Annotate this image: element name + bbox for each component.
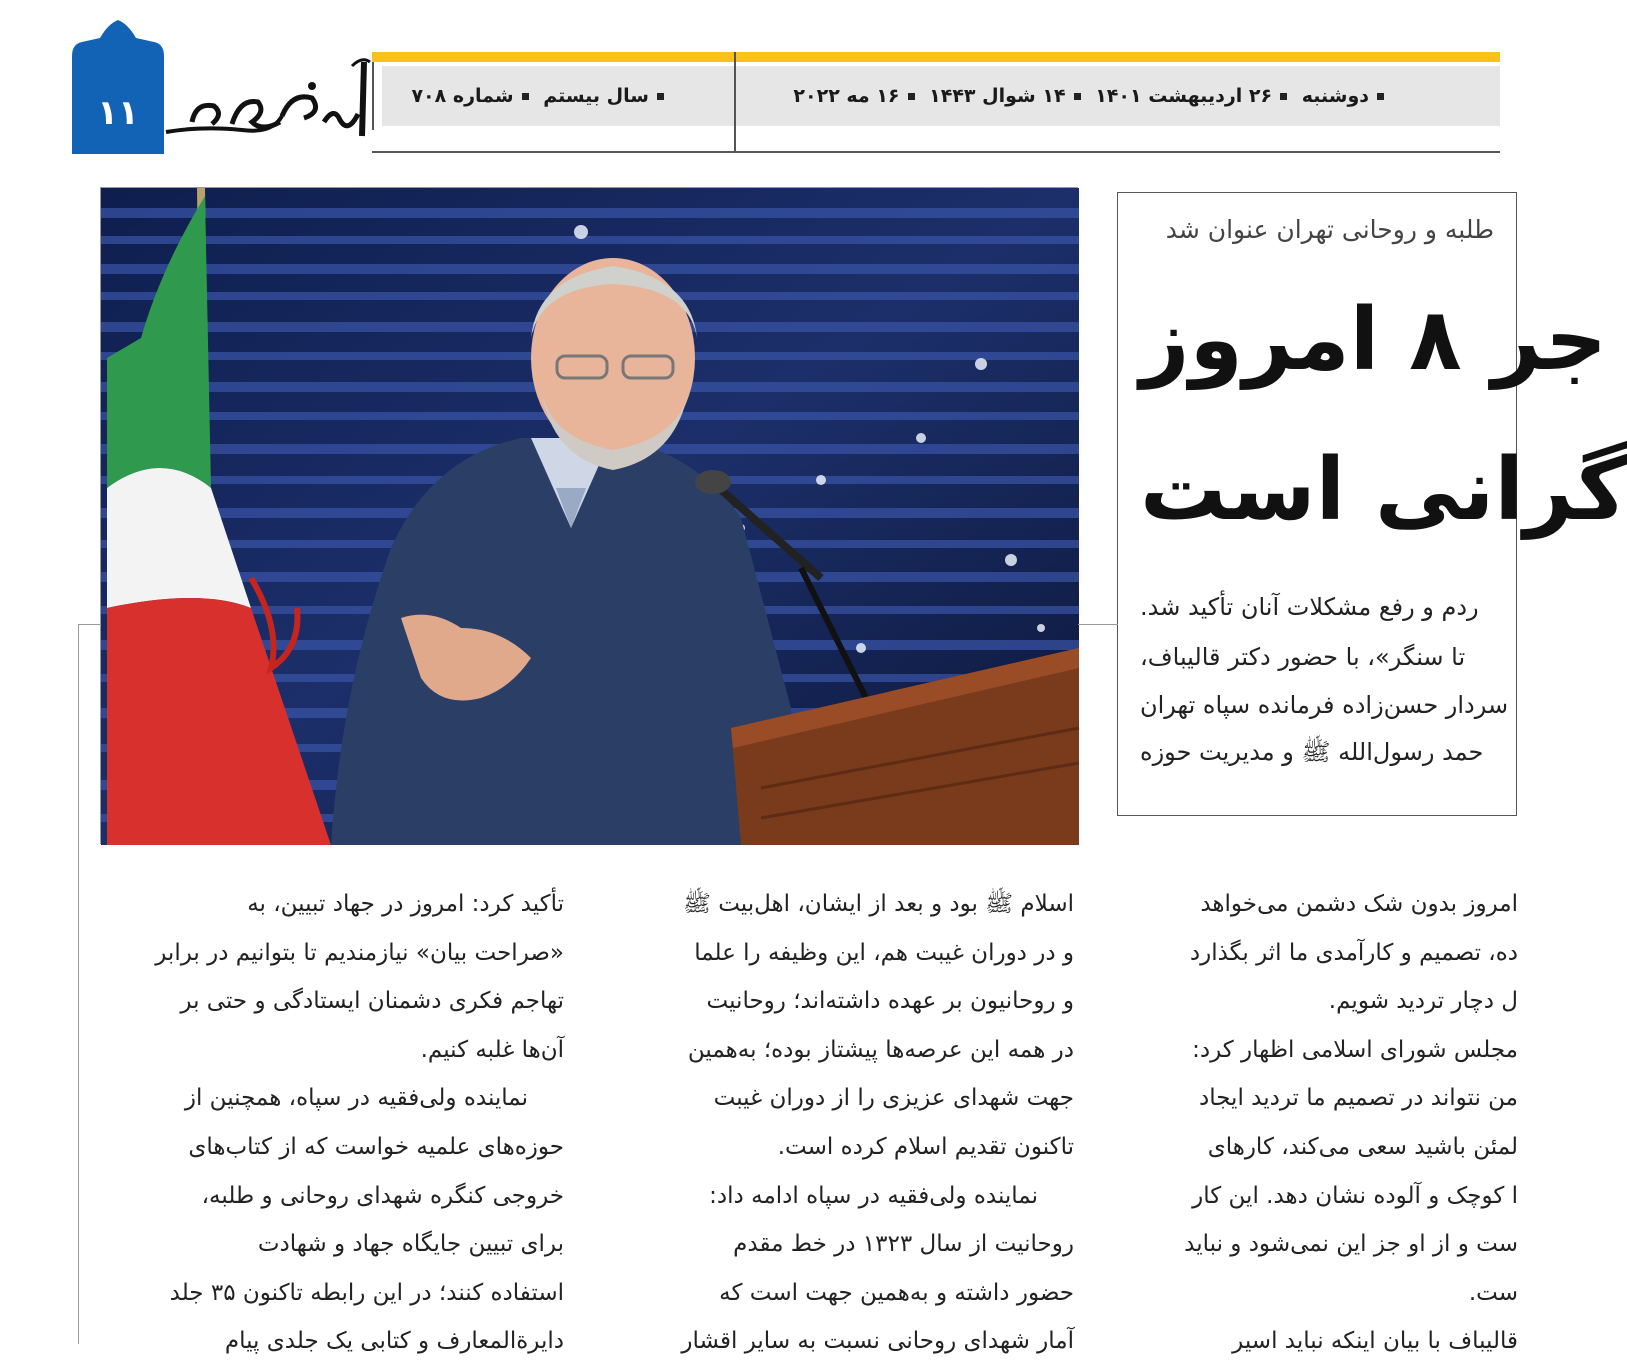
date-gregorian: ۱۶ مه ۲۰۲۲ xyxy=(793,85,900,107)
headline-lead-line: ردم و رفع مشکلات آنان تأکید شد. xyxy=(1140,593,1479,621)
article-line: خروجی کنگره شهدای روحانی و طلبه، xyxy=(201,1182,564,1209)
article-line: حوزه‌های علمیه خواست که از کتاب‌های xyxy=(188,1133,564,1160)
article-line: آن‌ها غلبه کنیم. xyxy=(420,1036,564,1063)
article-column-left xyxy=(100,880,564,1366)
header-bottom-rule xyxy=(372,151,1500,153)
article-line: استفاده کنند؛ در این رابطه تاکنون ۳۵ جلد xyxy=(169,1279,564,1306)
article-line: نماینده ولی‌فقیه در سپاه ادامه داد: xyxy=(709,1182,1038,1209)
header-accent-bar xyxy=(372,52,1500,62)
header-divider xyxy=(734,52,736,152)
article-line: در همه این عرصه‌ها پیشتاز بوده؛ به‌همین xyxy=(687,1036,1074,1063)
article-column-middle xyxy=(612,880,1074,1366)
article-line: و در دوران غیبت هم، این وظیفه را علما xyxy=(694,939,1074,966)
lead-photo xyxy=(100,187,1078,844)
article-line: ده، تصمیم و کارآمدی ما اثر بگذارد xyxy=(1189,939,1518,966)
headline-title-line1: جر ۸ امروز xyxy=(1140,290,1608,390)
article-line: جهت شهدای عزیزی را از دوران غیبت xyxy=(713,1085,1074,1112)
article-line: آمار شهدای روحانی نسبت به سایر اقشار xyxy=(681,1328,1074,1355)
issue-number: شماره ۷۰۸ xyxy=(411,85,514,107)
issue-number-info xyxy=(411,78,672,114)
headline-kicker: طلبه و روحانی تهران عنوان شد xyxy=(1165,215,1494,244)
issue-year: سال بیستم xyxy=(543,85,649,107)
issue-date xyxy=(793,78,1392,114)
headline-title-line2: گرانی است xyxy=(1140,440,1627,540)
article-line: من نتواند در تصمیم ما تردید ایجاد xyxy=(1198,1085,1518,1112)
headline-lead-line: سردار حسن‌زاده فرمانده سپاه تهران xyxy=(1140,691,1509,719)
article-line: تاکنون تقدیم اسلام کرده است. xyxy=(777,1133,1074,1160)
article-column-right xyxy=(1118,880,1518,1366)
article-line: ا کوچک و آلوده نشان دهد. این کار xyxy=(1192,1182,1518,1209)
headline-lead-line: حمد رسول‌الله ﷺ و مدیریت حوزه xyxy=(1140,738,1484,766)
article-line: مجلس شورای اسلامی اظهار کرد: xyxy=(1192,1036,1518,1063)
article-line: «صراحت بیان» نیازمندیم تا بتوانیم در برابر xyxy=(155,939,564,966)
article-line: تهاجم فکری دشمنان ایستادگی و حتی بر xyxy=(180,988,564,1015)
logo-text: افق حوزه xyxy=(264,148,270,149)
article-line: حضور داشته و به‌همین جهت است که xyxy=(719,1279,1074,1306)
article-line: نماینده ولی‌فقیه در سپاه، همچنین از xyxy=(184,1085,528,1112)
article-line: برای تبیین جایگاه جهاد و شهادت xyxy=(257,1231,564,1258)
article-line: امروز بدون شک دشمن می‌خواهد xyxy=(1200,891,1518,917)
speaker-at-podium-image xyxy=(101,188,1079,845)
article-line: و روحانیون بر عهده داشته‌اند؛ روحانیت xyxy=(706,988,1074,1015)
article-line: دایرةالمعارف و کتابی یک جلدی پیام xyxy=(224,1328,564,1355)
frame-rule xyxy=(78,624,79,1344)
article-line: تأکید کرد: امروز در جهاد تبیین، به xyxy=(247,891,564,917)
headline-lead-line: تا سنگر»، با حضور دکتر قالیباف، xyxy=(1140,643,1466,671)
page-number: ۱۱ xyxy=(97,93,139,133)
publication-logo xyxy=(162,52,372,150)
header-divider-left xyxy=(372,62,374,130)
article-line: ل دچار تردید شویم. xyxy=(1328,988,1518,1015)
date-solar: ۲۶ اردیبهشت ۱۴۰۱ xyxy=(1095,85,1273,107)
article-line: اسلام ﷺ بود و بعد از ایشان، اهل‌بیت ﷺ xyxy=(683,891,1074,917)
article-line: ست و از او جز این نمی‌شود و نباید xyxy=(1184,1231,1518,1258)
weekday: دوشنبه xyxy=(1301,85,1369,107)
article-line: قالیباف با بیان اینکه نباید اسیر xyxy=(1232,1328,1518,1355)
headline-box xyxy=(1117,192,1627,816)
article-line: ست. xyxy=(1468,1279,1518,1306)
article-line: لمئن باشید سعی می‌کند، کارهای xyxy=(1207,1133,1518,1160)
article-line: روحانیت از سال ۱۳۲۳ در خط مقدم xyxy=(733,1231,1074,1258)
date-lunar: ۱۴ شوال ۱۴۴۳ xyxy=(929,85,1066,107)
frame-rule xyxy=(1078,624,1118,625)
frame-rule xyxy=(78,624,100,625)
page-number-badge xyxy=(72,18,164,154)
